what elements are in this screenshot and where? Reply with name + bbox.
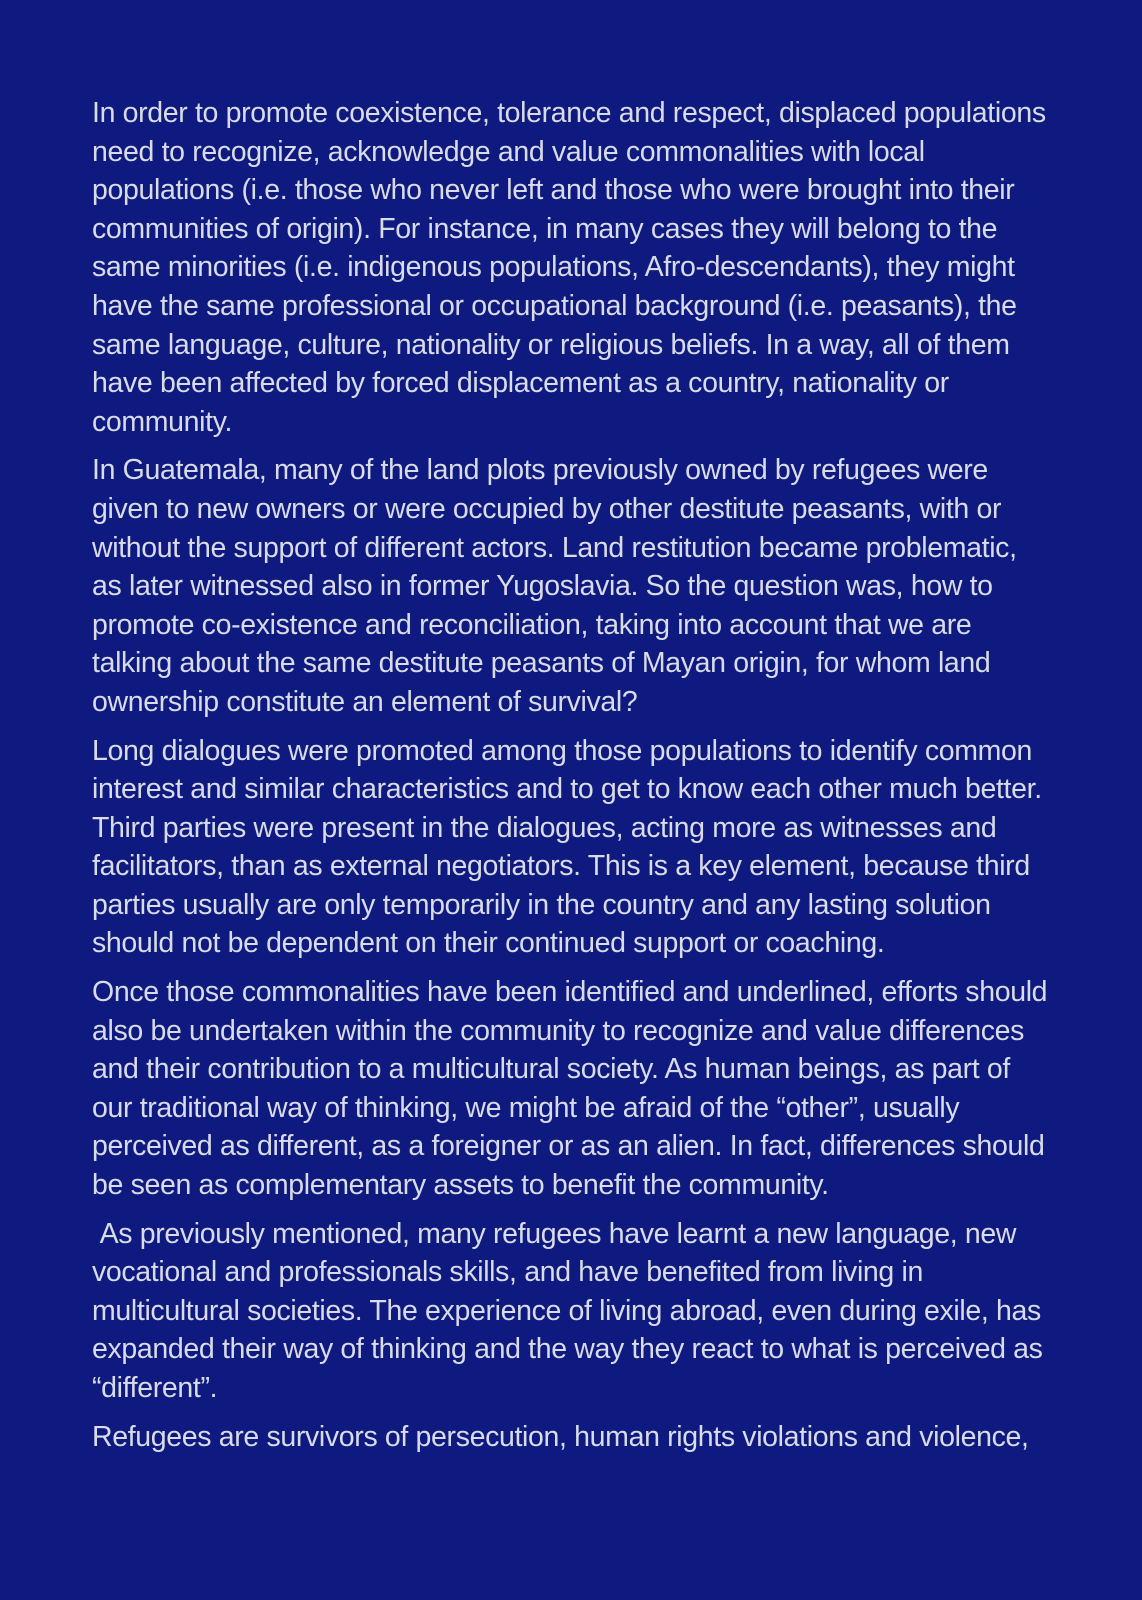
paragraph-dialogues: Long dialogues were promoted among those populations to identify common interest and similar characteristics and to get to know each other much better. Third parties were present in the dialogues, acting more as witnesses and facilitators, than as external negotiators. This is a key element, because third parties usually are only temporarily in the country and any lasting solution should not be dependent on their continued support or coaching. [92,734,1049,960]
paragraph-guatemala: In Guatemala, many of the land plots previously owned by refugees were given to new owners or were occupied by other destitute peasants, with or without the support of different actors. Land restitution became problematic, as later witnessed also in former Yugoslavia. So the question was, how to promote co-existence and reconciliation, taking into account that we are talking about the same destitute peasants of Mayan origin, for whom land ownership constitute an element of survival? [92,454,1025,718]
paragraph-refugees-skills: As previously mentioned, many refugees have learnt a new language, new vocational and professionals skills, and have benefited from living in multicultural societies. The experience of living abroad, even during exile, has expanded their way of thinking and the way they react to what is perceived as “different”. [92,1217,1051,1404]
paragraph-survivors: Refugees are survivors of persecution, human rights violations and violence, [92,1420,1029,1453]
paragraph-coexistence: In order to promote coexistence, tolerance and respect, displaced populations need to recognize, acknowledge and value commonalities with local populations (i.e. those who never left and those who were brought into their communities of origin). For instance, in many cases they will belong to the same minorities (i.e. indigenous populations, Afro-descendants), they might have the same professional or occupational background (i.e. peasants), the same language, culture, nationality or religious beliefs. In a way, all of them have been affected by forced displacement as a country, nationality or community. [92,97,1054,438]
paragraph-commonalities: Once those commonalities have been identified and underlined, efforts should also be undertaken within the community to recognize and value differences and their contribution to a multicultural society. As human beings, as part of our traditional way of thinking, we might be afraid of the “other”, usually perceived as different, as a foreigner or as an alien. In fact, differences should be seen as complementary assets to benefit the community. [92,976,1055,1202]
